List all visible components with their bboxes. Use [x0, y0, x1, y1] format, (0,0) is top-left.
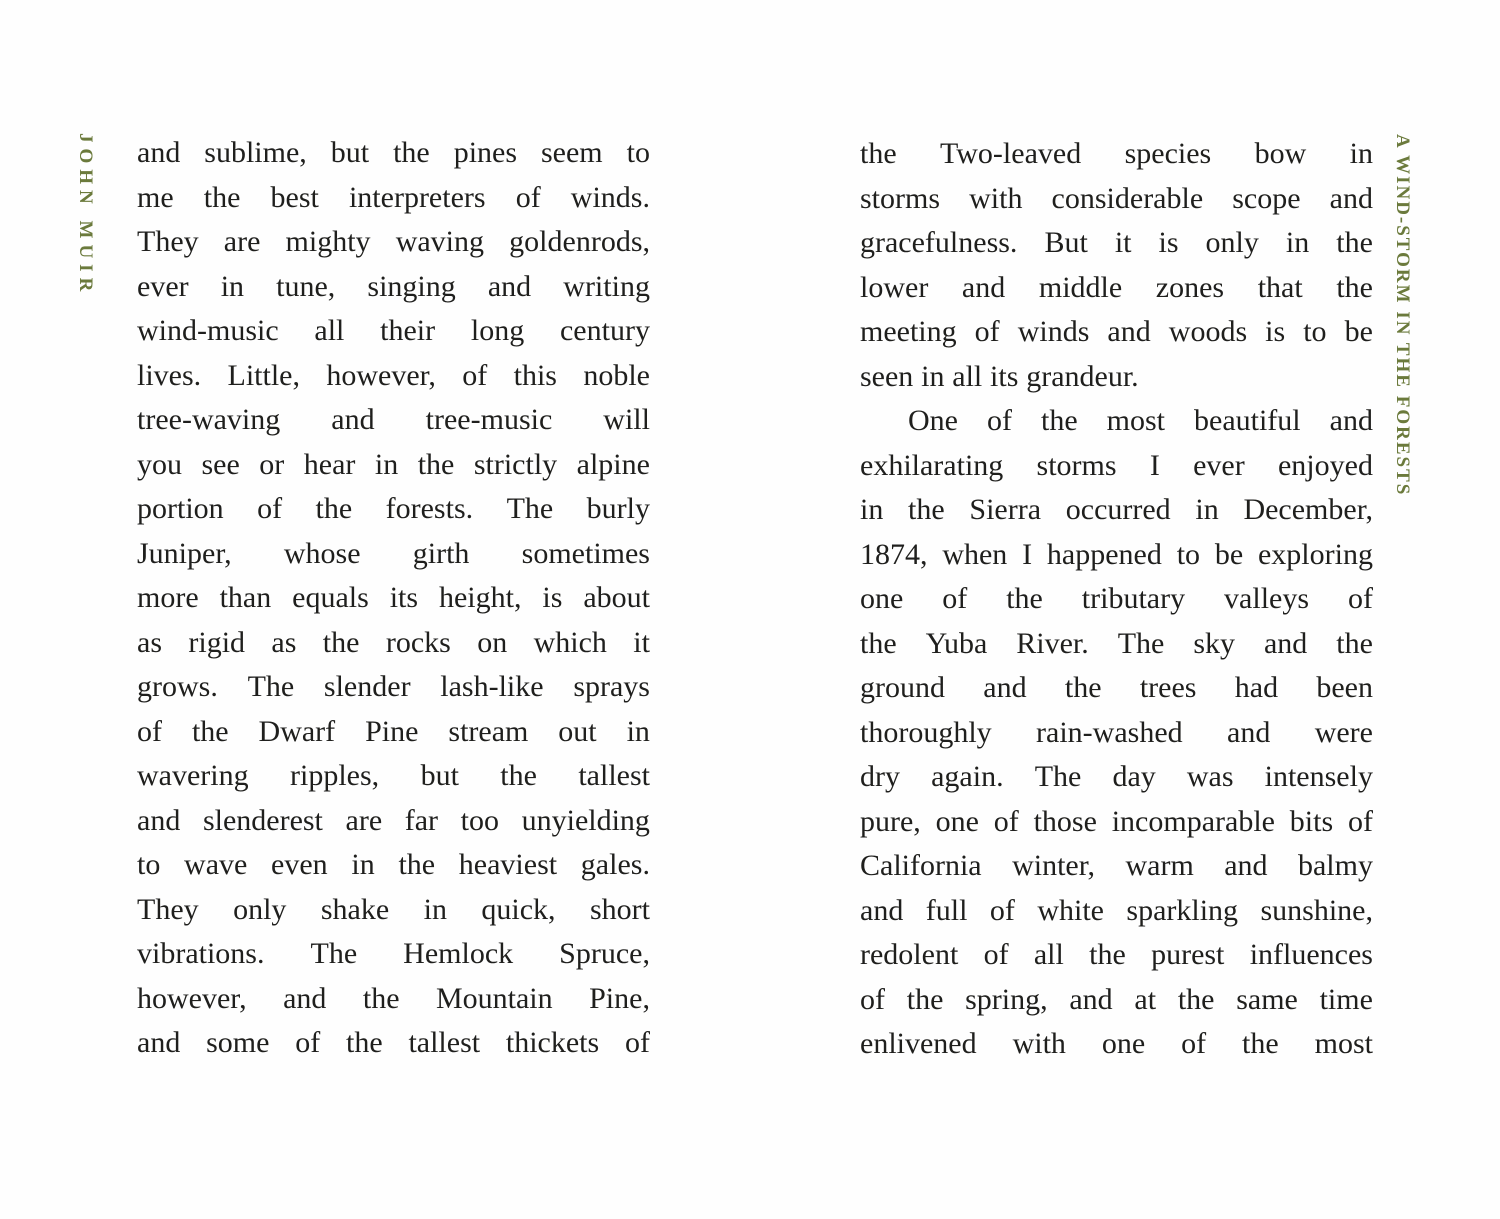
word: the — [393, 136, 430, 169]
word: of — [515, 180, 541, 214]
word: middle — [1038, 270, 1123, 304]
running-head-author: JOHN MUIR — [75, 133, 96, 298]
word: out — [558, 714, 597, 748]
word: of — [942, 582, 968, 615]
word: writing — [563, 269, 650, 303]
word: dry — [860, 760, 900, 793]
word: and — [860, 893, 904, 927]
word: interpreters — [348, 180, 486, 214]
word: of — [137, 714, 162, 748]
word: same — [1236, 982, 1298, 1016]
word: enlivened — [860, 1027, 977, 1060]
word: only — [1205, 226, 1259, 259]
word: and — [487, 269, 532, 303]
word: as — [137, 625, 162, 659]
word: even — [271, 848, 328, 881]
word: and — [1329, 404, 1373, 437]
word: winter, — [1012, 849, 1096, 882]
word: the — [1064, 671, 1102, 704]
word: be — [1344, 315, 1373, 348]
text-line — [137, 220, 650, 265]
word: is — [1158, 226, 1179, 259]
text-line — [860, 310, 1373, 355]
word: time — [1319, 982, 1373, 1016]
word: lower — [860, 270, 929, 304]
word: Hemlock — [403, 937, 514, 970]
word: the — [322, 625, 360, 659]
text-line — [137, 799, 650, 844]
word: and — [1107, 315, 1151, 348]
word: long — [470, 314, 525, 347]
word: tallest — [408, 1026, 481, 1059]
word: best — [270, 180, 319, 214]
word: scope — [1232, 181, 1301, 215]
word: me — [137, 180, 174, 214]
word: of — [1347, 582, 1373, 615]
word: zones — [1155, 270, 1225, 304]
word: sparkling — [1126, 893, 1239, 927]
text-line — [137, 398, 650, 443]
word: slenderest — [202, 803, 323, 837]
word: the — [362, 981, 400, 1015]
word: or — [259, 447, 285, 481]
word: all — [952, 359, 983, 393]
text-line — [137, 487, 650, 532]
word: equals — [292, 581, 369, 614]
word: the — [1242, 1027, 1279, 1060]
word: and — [331, 403, 375, 436]
word: and — [137, 1026, 181, 1059]
word: of — [993, 804, 1019, 838]
word: sky — [1193, 626, 1236, 660]
word: The — [310, 937, 358, 970]
word: Mountain — [435, 981, 553, 1015]
word: storms — [860, 181, 941, 215]
text-line — [137, 843, 650, 888]
word: tune, — [276, 269, 336, 303]
word: and — [283, 981, 327, 1015]
word: be — [1214, 537, 1244, 571]
word: far — [404, 803, 439, 837]
word: in — [423, 892, 447, 926]
word: sprays — [573, 670, 650, 703]
text-line — [137, 532, 650, 577]
text-line — [860, 533, 1373, 578]
word: in — [1285, 226, 1310, 259]
word: bits — [1289, 804, 1334, 838]
word: One — [908, 404, 958, 437]
word: and — [1069, 982, 1113, 1016]
word: and — [1263, 626, 1308, 660]
word: and — [1227, 715, 1271, 749]
word: in — [220, 269, 245, 303]
word: strictly — [473, 447, 558, 481]
word: will — [603, 403, 650, 436]
word: that — [1257, 270, 1303, 304]
text-line — [137, 621, 650, 666]
word: forests. — [385, 492, 474, 525]
word: of — [624, 1026, 650, 1059]
left-page-text-column — [137, 131, 650, 1066]
word: occurred — [1065, 493, 1171, 526]
word: about — [583, 581, 650, 614]
word: height, — [438, 581, 522, 614]
word: considerable — [1051, 181, 1204, 215]
word: hear — [303, 447, 356, 481]
word: than — [219, 581, 272, 614]
word: influences — [1249, 938, 1373, 971]
text-line — [137, 576, 650, 621]
word: happened — [1046, 537, 1162, 571]
word: were — [1314, 715, 1373, 749]
word: wave — [184, 848, 248, 881]
text-line — [137, 131, 650, 176]
word: slender — [323, 670, 411, 703]
word: the — [500, 759, 537, 792]
text-line — [137, 1021, 650, 1066]
text-line-paragraph-end — [860, 355, 1373, 400]
word: in — [1349, 137, 1373, 170]
word: again. — [931, 760, 1004, 793]
word: redolent — [860, 938, 959, 971]
word: ever — [137, 269, 189, 303]
text-line — [860, 666, 1373, 711]
word: 1874, — [860, 537, 928, 571]
text-line — [860, 266, 1373, 311]
text-line — [137, 888, 650, 933]
word: stream — [448, 714, 529, 748]
word: tree-waving — [137, 403, 281, 436]
word: The — [506, 492, 554, 525]
word: century — [559, 314, 650, 347]
text-line — [860, 933, 1373, 978]
word: the — [1336, 226, 1373, 259]
word: ripples, — [290, 759, 380, 792]
word: Little, — [227, 358, 300, 392]
word: to — [1303, 315, 1327, 348]
word: rigid — [188, 625, 246, 659]
word: Dwarf — [258, 714, 336, 748]
word: the — [908, 493, 945, 526]
right-page-text-column — [860, 132, 1373, 1067]
word: and — [137, 803, 181, 837]
word: of — [989, 893, 1015, 927]
word: of — [983, 938, 1009, 971]
word: the — [1006, 582, 1043, 615]
word: and — [983, 671, 1027, 704]
word: in — [1195, 493, 1219, 526]
word: with — [1012, 1027, 1066, 1060]
text-line — [137, 354, 650, 399]
word: pines — [453, 136, 518, 169]
word: at — [1134, 982, 1157, 1016]
text-line — [137, 265, 650, 310]
word: They — [137, 225, 199, 258]
word: it — [633, 625, 650, 659]
word: December, — [1243, 493, 1373, 526]
word: balmy — [1297, 849, 1373, 882]
word: had — [1234, 671, 1279, 704]
word: this — [513, 358, 557, 392]
word: intensely — [1264, 760, 1373, 793]
word: those — [1033, 804, 1097, 838]
word: portion — [137, 492, 224, 525]
word: lives. — [137, 358, 202, 392]
text-line — [860, 221, 1373, 266]
word: winds. — [570, 180, 650, 214]
word: pure, — [860, 804, 921, 838]
word: I — [1149, 448, 1160, 482]
word: tributary — [1081, 582, 1186, 615]
word: of — [974, 315, 1000, 348]
word: and — [961, 270, 1006, 304]
word: and — [1329, 181, 1373, 215]
text-line — [860, 444, 1373, 489]
word: when — [942, 537, 1008, 571]
word: is — [542, 581, 563, 614]
word: was — [1186, 760, 1234, 793]
text-line — [137, 309, 650, 354]
word: valleys — [1224, 582, 1310, 615]
text-line — [860, 711, 1373, 756]
word: species — [1124, 137, 1212, 170]
text-line — [860, 978, 1373, 1023]
word: of — [257, 492, 283, 525]
word: They — [137, 892, 199, 926]
word: mighty — [285, 225, 371, 258]
word: unyielding — [521, 803, 650, 837]
text-line — [860, 1022, 1373, 1067]
word: short — [589, 892, 650, 926]
text-line — [860, 132, 1373, 177]
running-head-chapter: A WIND-STORM IN THE FORESTS — [1392, 134, 1413, 497]
word: gracefulness. — [860, 226, 1018, 259]
word: The — [1117, 626, 1165, 660]
text-line — [860, 577, 1373, 622]
word: as — [271, 625, 297, 659]
text-line — [137, 754, 650, 799]
word: seem — [541, 136, 603, 169]
word: of — [1347, 804, 1373, 838]
word: California — [860, 849, 982, 882]
text-line — [137, 665, 650, 710]
word: Spruce, — [559, 937, 650, 970]
word: it — [1114, 226, 1132, 259]
word: wavering — [137, 759, 249, 792]
word: the — [1089, 938, 1126, 971]
text-line — [860, 755, 1373, 800]
word: rain-washed — [1036, 715, 1183, 749]
word: its — [990, 359, 1019, 393]
word: grandeur. — [1026, 359, 1139, 393]
word: noble — [583, 358, 650, 392]
word: to — [1176, 537, 1201, 571]
text-line — [860, 622, 1373, 667]
word: River. — [1016, 626, 1089, 660]
word: is — [1265, 315, 1286, 348]
word: the — [191, 714, 229, 748]
word: to — [626, 136, 650, 169]
word: purest — [1151, 938, 1225, 971]
word: shake — [320, 892, 390, 926]
word: bow — [1254, 137, 1307, 170]
word: grows. — [137, 670, 218, 703]
text-line — [137, 176, 650, 221]
word: Sierra — [969, 493, 1042, 526]
word: The — [1034, 760, 1082, 793]
word: to — [137, 848, 161, 881]
word: their — [380, 314, 436, 347]
word: only — [233, 892, 287, 926]
word: tallest — [578, 759, 650, 792]
word: singing — [367, 269, 456, 303]
word: vibrations. — [137, 937, 265, 970]
word: but — [330, 136, 370, 169]
word: Pine, — [589, 981, 650, 1015]
word: full — [925, 893, 968, 927]
word: Pine — [365, 714, 419, 748]
word: Two-leaved — [940, 137, 1082, 170]
word: I — [1022, 537, 1033, 571]
word: sometimes — [521, 536, 650, 570]
word: the — [203, 180, 241, 214]
word: girth — [412, 536, 470, 570]
word: of — [1181, 1027, 1207, 1060]
word: and — [137, 136, 181, 169]
word: enjoyed — [1277, 448, 1373, 482]
word: the — [1177, 982, 1215, 1016]
word: white — [1037, 893, 1104, 927]
word: the — [860, 626, 897, 660]
word: most — [1314, 1027, 1373, 1060]
word: are — [223, 225, 261, 258]
word: its — [389, 581, 419, 614]
word: rocks — [385, 625, 451, 659]
word: meeting — [860, 315, 957, 348]
text-line — [860, 800, 1373, 845]
word: storms — [1036, 448, 1117, 482]
word: and — [1224, 849, 1268, 882]
word: winds — [1017, 315, 1090, 348]
word: however, — [326, 358, 436, 392]
word: heaviest — [458, 848, 558, 881]
word: the — [1336, 626, 1373, 660]
word: however, — [137, 981, 247, 1015]
word: the — [906, 982, 944, 1016]
word: in — [921, 359, 945, 393]
word: whose — [283, 536, 361, 570]
text-line — [137, 977, 650, 1022]
word: one — [860, 582, 904, 615]
word: the — [417, 447, 455, 481]
word: in — [626, 714, 650, 748]
word: ever — [1193, 448, 1245, 482]
word: of — [295, 1026, 321, 1059]
word: lash-like — [440, 670, 544, 703]
word: the — [346, 1026, 383, 1059]
word: of — [986, 404, 1012, 437]
word: The — [247, 670, 295, 703]
word: ground — [860, 671, 945, 704]
text-line — [860, 177, 1373, 222]
word: in — [860, 493, 884, 526]
word: the — [860, 137, 897, 170]
word: burly — [586, 492, 650, 525]
word: Yuba — [925, 626, 988, 660]
word: in — [351, 848, 375, 881]
word: exhilarating — [860, 448, 1004, 482]
word: of — [462, 358, 488, 392]
word: you — [137, 447, 182, 481]
word: the — [1336, 270, 1373, 304]
word: waving — [395, 225, 485, 258]
word: on — [477, 625, 508, 659]
word: wind-music — [137, 314, 279, 347]
word: one — [1101, 1027, 1146, 1060]
word: all — [1033, 938, 1064, 971]
word: woods — [1168, 315, 1248, 348]
word: most — [1106, 404, 1165, 437]
word: the — [315, 492, 353, 525]
word: which — [533, 625, 607, 659]
text-line — [860, 488, 1373, 533]
word: But — [1044, 226, 1088, 259]
word: thickets — [505, 1026, 600, 1059]
word: beautiful — [1194, 404, 1301, 437]
word: tree-music — [425, 403, 553, 436]
word: the — [1040, 404, 1078, 437]
text-line-paragraph-start — [860, 399, 1373, 444]
word: with — [969, 181, 1023, 215]
word: are — [345, 803, 383, 837]
word: in — [374, 447, 399, 481]
word: incomparable — [1111, 804, 1275, 838]
word: warm — [1125, 849, 1194, 882]
word: gales. — [580, 848, 650, 881]
word: the — [398, 848, 436, 881]
word: sunshine, — [1260, 893, 1373, 927]
word: of — [860, 982, 885, 1016]
word: some — [206, 1026, 270, 1059]
word: sublime, — [204, 136, 307, 169]
word: spring, — [965, 982, 1048, 1016]
word: one — [935, 804, 979, 838]
word: trees — [1139, 671, 1197, 704]
word: alpine — [576, 447, 650, 481]
text-line — [860, 844, 1373, 889]
word: thoroughly — [860, 715, 992, 749]
word: quick, — [481, 892, 556, 926]
word: all — [314, 314, 345, 347]
word: goldenrods, — [509, 225, 650, 258]
word: been — [1316, 671, 1373, 704]
word: Juniper, — [137, 536, 232, 570]
text-line — [137, 710, 650, 755]
text-line — [860, 889, 1373, 934]
text-line — [137, 443, 650, 488]
word: see — [201, 447, 240, 481]
word: more — [137, 581, 199, 614]
text-line — [137, 932, 650, 977]
word: day — [1112, 760, 1156, 793]
word: too — [460, 803, 499, 837]
word: seen — [860, 359, 914, 393]
word: but — [420, 759, 459, 792]
word: exploring — [1257, 537, 1373, 571]
